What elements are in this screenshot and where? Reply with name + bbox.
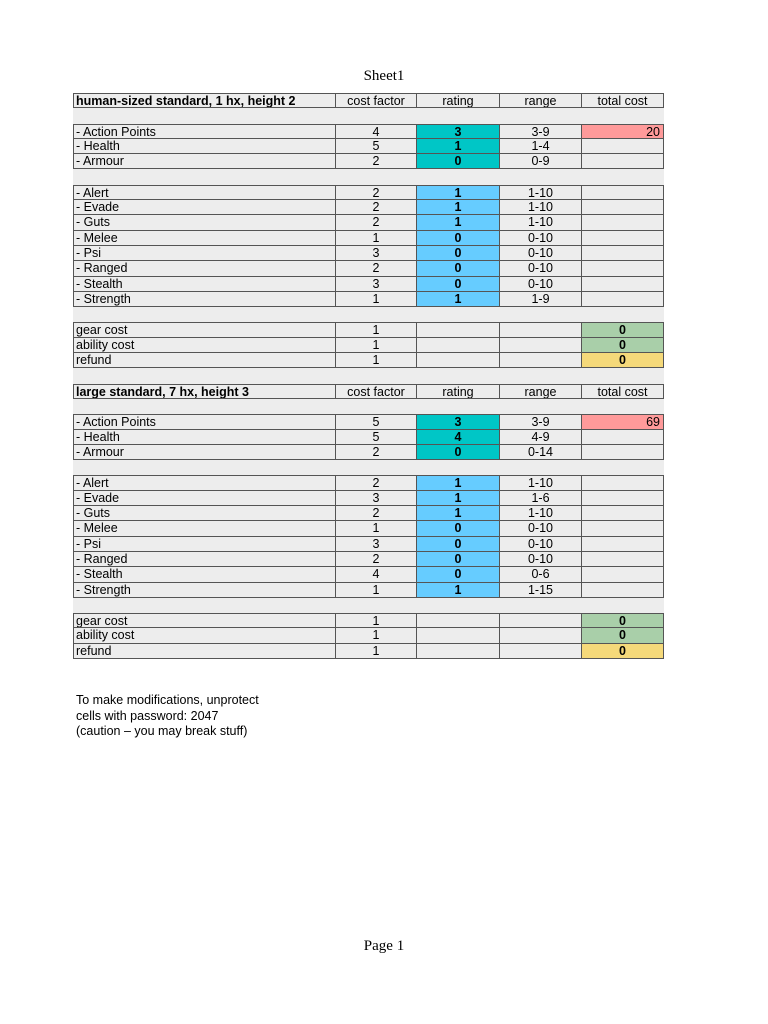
skill-row [73, 200, 664, 215]
skill-cost-factor[interactable]: 2 [335, 200, 416, 215]
skill-range[interactable]: 1-10 [499, 475, 581, 490]
skill-cost-factor[interactable]: 4 [335, 567, 416, 582]
column-header-total-cost[interactable]: total cost [581, 384, 664, 399]
cost-name[interactable]: refund [73, 353, 335, 368]
skill-rating[interactable]: 1 [416, 583, 499, 598]
skill-range[interactable]: 0-10 [499, 552, 581, 567]
note-line: (caution – you may break stuff) [76, 724, 248, 738]
skill-total-cell[interactable] [581, 261, 664, 276]
skill-row [73, 537, 664, 552]
stat-range[interactable]: 4-9 [499, 430, 581, 445]
skill-total-cell[interactable] [581, 475, 664, 490]
stat-name[interactable]: - Health [73, 430, 335, 445]
skill-row [73, 521, 664, 536]
stat-total-cell[interactable] [581, 139, 664, 154]
column-header-rating[interactable]: rating [416, 93, 499, 108]
skill-range[interactable]: 1-15 [499, 583, 581, 598]
stat-rating[interactable]: 4 [416, 430, 499, 445]
skill-rating[interactable]: 0 [416, 537, 499, 552]
stat-range[interactable]: 0-14 [499, 445, 581, 460]
skill-row [73, 583, 664, 598]
cost-factor[interactable]: 1 [335, 644, 416, 659]
stat-row [73, 414, 664, 429]
skill-range[interactable]: 0-10 [499, 261, 581, 276]
skill-name[interactable]: - Evade [73, 200, 335, 215]
skill-range[interactable]: 0-10 [499, 231, 581, 246]
skill-name[interactable]: - Psi [73, 246, 335, 261]
stat-total-cell[interactable] [581, 430, 664, 445]
cost-name[interactable]: gear cost [73, 613, 335, 628]
sheet-title: Sheet1 [363, 68, 405, 84]
stat-rating[interactable]: 0 [416, 154, 499, 169]
skill-range[interactable]: 1-6 [499, 491, 581, 506]
column-header-range[interactable]: range [499, 93, 581, 108]
cost-factor[interactable]: 1 [335, 628, 416, 643]
skill-range[interactable]: 0-10 [499, 521, 581, 536]
skill-cost-factor[interactable]: 2 [335, 185, 416, 200]
cost-row [73, 628, 664, 643]
stat-row [73, 124, 664, 139]
skill-name[interactable]: - Evade [73, 491, 335, 506]
ability-cost-total[interactable]: 0 [581, 628, 664, 643]
total-cost-value[interactable]: 20 [581, 124, 664, 139]
ability-cost-total[interactable]: 0 [581, 338, 664, 353]
cost-rating-cell[interactable] [416, 322, 499, 337]
cost-row [73, 644, 664, 659]
skill-name[interactable]: - Alert [73, 185, 335, 200]
skill-name[interactable]: - Alert [73, 475, 335, 490]
skill-rating[interactable]: 1 [416, 506, 499, 521]
stat-range[interactable]: 3-9 [499, 414, 581, 429]
stat-name[interactable]: - Action Points [73, 124, 335, 139]
cost-range-cell[interactable] [499, 322, 581, 337]
spacer-row [73, 108, 664, 123]
skill-range[interactable]: 1-10 [499, 506, 581, 521]
skill-row [73, 215, 664, 230]
skill-rating[interactable]: 0 [416, 277, 499, 292]
cost-range-cell[interactable] [499, 353, 581, 368]
skill-row [73, 475, 664, 490]
skill-rating[interactable]: 1 [416, 292, 499, 307]
stat-cost-factor[interactable]: 2 [335, 445, 416, 460]
section-title[interactable]: large standard, 7 hx, height 3 [73, 384, 335, 399]
section-header-row [73, 384, 664, 399]
column-header-rating[interactable]: rating [416, 384, 499, 399]
cost-name[interactable]: ability cost [73, 338, 335, 353]
skill-total-cell[interactable] [581, 200, 664, 215]
skill-rating[interactable]: 1 [416, 215, 499, 230]
cost-name[interactable]: refund [73, 644, 335, 659]
cost-range-cell[interactable] [499, 628, 581, 643]
skill-rating[interactable]: 0 [416, 552, 499, 567]
stat-row [73, 154, 664, 169]
stat-rating[interactable]: 3 [416, 414, 499, 429]
skill-rating[interactable]: 0 [416, 246, 499, 261]
skill-range[interactable]: 1-10 [499, 200, 581, 215]
skill-name[interactable]: - Ranged [73, 261, 335, 276]
skill-row [73, 567, 664, 582]
spacer-row [73, 460, 664, 475]
skill-total-cell[interactable] [581, 185, 664, 200]
cost-range-cell[interactable] [499, 644, 581, 659]
skill-rating[interactable]: 0 [416, 261, 499, 276]
skill-cost-factor[interactable]: 2 [335, 506, 416, 521]
skill-rating[interactable]: 1 [416, 200, 499, 215]
cost-row [73, 322, 664, 337]
cost-rating-cell[interactable] [416, 613, 499, 628]
page-number: Page 1 [363, 938, 405, 954]
cost-factor[interactable]: 1 [335, 353, 416, 368]
skill-total-cell[interactable] [581, 537, 664, 552]
stat-total-cell[interactable] [581, 154, 664, 169]
skill-name[interactable]: - Strength [73, 583, 335, 598]
note-line: To make modifications, unprotect [76, 693, 259, 707]
cost-name[interactable]: gear cost [73, 322, 335, 337]
skill-row [73, 185, 664, 200]
cost-factor[interactable]: 1 [335, 322, 416, 337]
skill-cost-factor[interactable]: 1 [335, 583, 416, 598]
spacer-row [73, 368, 664, 383]
stat-range[interactable]: 0-9 [499, 154, 581, 169]
skill-total-cell[interactable] [581, 583, 664, 598]
skill-name[interactable]: - Stealth [73, 277, 335, 292]
skill-row [73, 491, 664, 506]
skill-cost-factor[interactable]: 2 [335, 215, 416, 230]
skill-range[interactable]: 0-10 [499, 537, 581, 552]
skill-total-cell[interactable] [581, 552, 664, 567]
skill-cost-factor[interactable]: 3 [335, 491, 416, 506]
skill-name[interactable]: - Melee [73, 521, 335, 536]
skill-cost-factor[interactable]: 2 [335, 475, 416, 490]
skill-cost-factor[interactable]: 1 [335, 292, 416, 307]
skill-range[interactable]: 1-9 [499, 292, 581, 307]
skill-row [73, 246, 664, 261]
column-header-range[interactable]: range [499, 384, 581, 399]
skill-range[interactable]: 0-10 [499, 277, 581, 292]
skill-range[interactable]: 0-10 [499, 246, 581, 261]
column-header-total-cost[interactable]: total cost [581, 93, 664, 108]
stat-cost-factor[interactable]: 5 [335, 430, 416, 445]
skill-rating[interactable]: 1 [416, 491, 499, 506]
stat-row [73, 430, 664, 445]
skill-cost-factor[interactable]: 3 [335, 246, 416, 261]
gear-cost-total[interactable]: 0 [581, 613, 664, 628]
stat-row [73, 445, 664, 460]
cost-rating-cell[interactable] [416, 353, 499, 368]
skill-row [73, 277, 664, 292]
skill-row [73, 552, 664, 567]
spacer-row [73, 169, 664, 184]
stat-name[interactable]: - Armour [73, 445, 335, 460]
section-title[interactable]: human-sized standard, 1 hx, height 2 [73, 93, 335, 108]
skill-rating[interactable]: 0 [416, 567, 499, 582]
cost-row [73, 613, 664, 628]
cost-name[interactable]: ability cost [73, 628, 335, 643]
cost-factor[interactable]: 1 [335, 613, 416, 628]
cost-rating-cell[interactable] [416, 644, 499, 659]
total-cost-value[interactable]: 69 [581, 414, 664, 429]
skill-total-cell[interactable] [581, 521, 664, 536]
cost-row [73, 353, 664, 368]
spacer-row [73, 399, 664, 414]
skill-row [73, 231, 664, 246]
skill-total-cell[interactable] [581, 567, 664, 582]
skill-total-cell[interactable] [581, 215, 664, 230]
cost-range-cell[interactable] [499, 338, 581, 353]
skill-name[interactable]: - Guts [73, 506, 335, 521]
skill-total-cell[interactable] [581, 246, 664, 261]
skill-cost-factor[interactable]: 2 [335, 552, 416, 567]
skill-name[interactable]: - Guts [73, 215, 335, 230]
cost-rating-cell[interactable] [416, 338, 499, 353]
skill-total-cell[interactable] [581, 277, 664, 292]
stat-cost-factor[interactable]: 5 [335, 139, 416, 154]
section-header-row [73, 93, 664, 108]
skill-name[interactable]: - Stealth [73, 567, 335, 582]
column-header-cost-factor[interactable]: cost factor [335, 384, 416, 399]
note-line: cells with password: 2047 [76, 708, 219, 723]
cost-row [73, 338, 664, 353]
skill-row [73, 506, 664, 521]
skill-total-cell[interactable] [581, 491, 664, 506]
skill-cost-factor[interactable]: 1 [335, 231, 416, 246]
skill-name[interactable]: - Ranged [73, 552, 335, 567]
stat-total-cell[interactable] [581, 445, 664, 460]
stat-rating[interactable]: 0 [416, 445, 499, 460]
spacer-row [73, 598, 664, 613]
skill-row [73, 261, 664, 276]
cost-factor[interactable]: 1 [335, 338, 416, 353]
skill-cost-factor[interactable]: 3 [335, 537, 416, 552]
skill-range[interactable]: 1-10 [499, 215, 581, 230]
cost-rating-cell[interactable] [416, 628, 499, 643]
skill-rating[interactable]: 0 [416, 521, 499, 536]
stat-cost-factor[interactable]: 5 [335, 414, 416, 429]
password-note [76, 693, 259, 740]
spreadsheet [73, 93, 664, 659]
skill-cost-factor[interactable]: 3 [335, 277, 416, 292]
stat-name[interactable]: - Health [73, 139, 335, 154]
stat-rating[interactable]: 1 [416, 139, 499, 154]
skill-row [73, 292, 664, 307]
skill-cost-factor[interactable]: 1 [335, 521, 416, 536]
stat-rating[interactable]: 3 [416, 124, 499, 139]
skill-name[interactable]: - Strength [73, 292, 335, 307]
stat-row [73, 139, 664, 154]
skill-total-cell[interactable] [581, 292, 664, 307]
stat-name[interactable]: - Action Points [73, 414, 335, 429]
refund-total[interactable]: 0 [581, 353, 664, 368]
skill-name[interactable]: - Psi [73, 537, 335, 552]
skill-total-cell[interactable] [581, 231, 664, 246]
skill-range[interactable]: 1-10 [499, 185, 581, 200]
stat-name[interactable]: - Armour [73, 154, 335, 169]
skill-rating[interactable]: 1 [416, 185, 499, 200]
column-header-cost-factor[interactable]: cost factor [335, 93, 416, 108]
skill-total-cell[interactable] [581, 506, 664, 521]
skill-name[interactable]: - Melee [73, 231, 335, 246]
skill-cost-factor[interactable]: 2 [335, 261, 416, 276]
stat-cost-factor[interactable]: 4 [335, 124, 416, 139]
stat-range[interactable]: 1-4 [499, 139, 581, 154]
cost-range-cell[interactable] [499, 613, 581, 628]
spacer-row [73, 307, 664, 322]
skill-range[interactable]: 0-6 [499, 567, 581, 582]
refund-total[interactable]: 0 [581, 644, 664, 659]
gear-cost-total[interactable]: 0 [581, 322, 664, 337]
stat-cost-factor[interactable]: 2 [335, 154, 416, 169]
skill-rating[interactable]: 0 [416, 231, 499, 246]
skill-rating[interactable]: 1 [416, 475, 499, 490]
stat-range[interactable]: 3-9 [499, 124, 581, 139]
